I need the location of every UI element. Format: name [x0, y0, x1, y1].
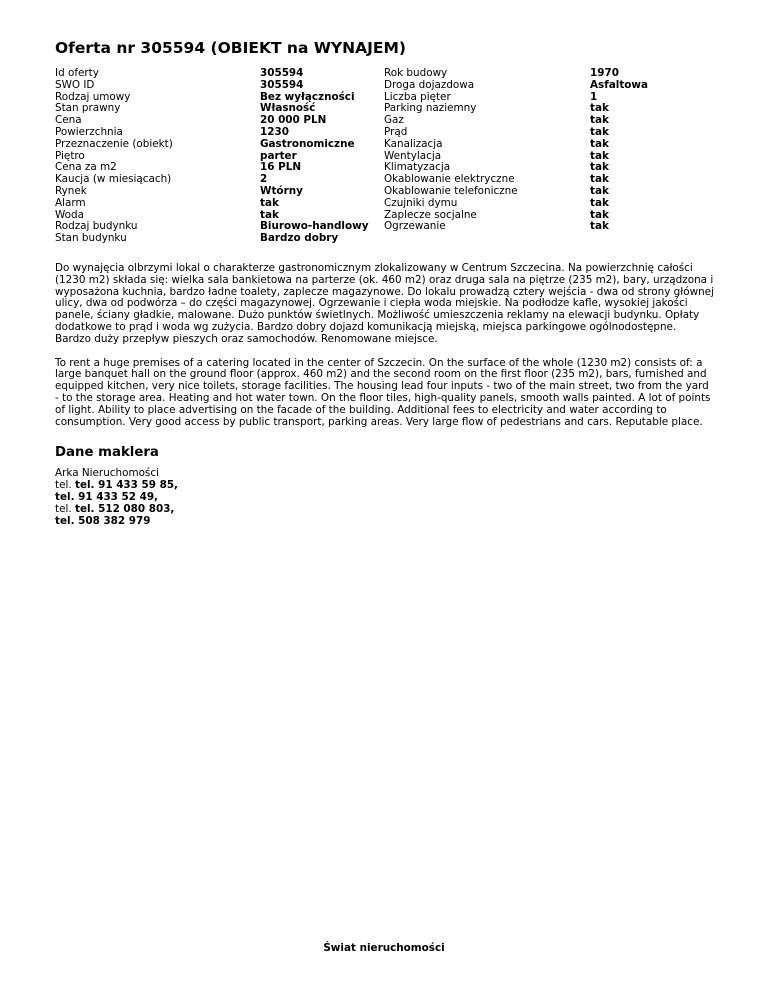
- spec-value: Gastronomiczne: [260, 137, 355, 150]
- spec-value: Własność: [260, 102, 316, 115]
- footer-brand: Świat nieruchomości: [323, 942, 445, 954]
- specs-left-values: [260, 68, 384, 245]
- spec-value: tak: [260, 196, 279, 209]
- spec-value: 20 000 PLN: [260, 114, 327, 127]
- spec-label: Alarm: [55, 196, 86, 209]
- spec-value: tak: [590, 161, 609, 174]
- spec-label: Czujniki dymu: [384, 196, 458, 209]
- phone-line-4: [55, 516, 715, 528]
- spec-value: parter: [260, 149, 297, 162]
- spec-value: Wtórny: [260, 184, 303, 197]
- spec-label: Wentylacja: [384, 149, 442, 162]
- spec-value: tak: [260, 208, 279, 221]
- spec-label: Przeznaczenie (obiekt): [55, 137, 173, 150]
- spec-value: Biurowo-handlowy: [260, 220, 369, 233]
- spec-label: Prąd: [384, 125, 408, 138]
- spec-label: Gaz: [384, 114, 404, 127]
- agent-heading: Dane maklera: [55, 445, 159, 461]
- spec-value: tak: [590, 173, 609, 186]
- spec-value: 305594: [260, 67, 304, 79]
- tel-prefix: tel.: [55, 502, 72, 515]
- specs-left-labels: [55, 68, 260, 245]
- spec-label: Rynek: [55, 184, 87, 197]
- spec-label: Droga dojazdowa: [384, 78, 475, 91]
- spec-value: tak: [590, 220, 609, 233]
- spec-label: Piętro: [55, 149, 85, 162]
- agency-name: Arka Nieruchomości: [55, 467, 159, 480]
- spec-label: Rodzaj umowy: [55, 90, 131, 103]
- spec-value: tak: [590, 102, 609, 115]
- spec-label: Cena: [55, 114, 82, 127]
- spec-value: Bez wyłączności: [260, 90, 355, 103]
- spec-label: Powierzchnia: [55, 125, 123, 138]
- specs-right-labels: [384, 68, 590, 245]
- spec-label: Liczba pięter: [384, 90, 451, 103]
- spec-label: Okablowanie telefoniczne: [384, 184, 518, 197]
- spec-value: 1230: [260, 125, 289, 138]
- spec-label: Ogrzewanie: [384, 220, 446, 233]
- spec-value: 305594: [260, 78, 304, 91]
- phone-number: tel. 508 382 979: [55, 514, 151, 527]
- spec-label: Rodzaj budynku: [55, 220, 138, 233]
- spec-value: 1970: [590, 67, 619, 79]
- offer-content: [55, 38, 715, 527]
- spec-value: tak: [590, 149, 609, 162]
- spec-label: Stan prawny: [55, 102, 121, 115]
- spec-value: 1: [590, 90, 598, 103]
- spec-label: Stan budynku: [55, 232, 127, 245]
- spec-label: SWO ID: [55, 78, 95, 91]
- spec-value: tak: [590, 114, 609, 127]
- spec-value: 16 PLN: [260, 161, 302, 174]
- spec-value: 2: [260, 173, 268, 186]
- spec-label: Parking naziemny: [384, 102, 477, 115]
- phone-number: tel. 91 433 52 49,: [55, 490, 159, 503]
- offer-specs-table: [55, 68, 715, 245]
- phone-line-3: [55, 504, 715, 516]
- spec-value: tak: [590, 208, 609, 221]
- spec-label: Klimatyzacja: [384, 161, 451, 174]
- tel-prefix: tel.: [55, 479, 72, 492]
- spec-label: Kaucja (w miesiącach): [55, 173, 172, 186]
- spec-label: Id oferty: [55, 67, 99, 79]
- spec-label: Okablowanie elektryczne: [384, 173, 515, 186]
- spec-label: Zaplecze socjalne: [384, 208, 477, 221]
- spec-value: Asfaltowa: [590, 78, 649, 91]
- description-polish: Do wynajęcia olbrzymi lokal o charakterze gastronomicznym zlokalizowany w Centrum Szczecina. Na powierzchnię całości (1230 m2) składa się: wielka sala bankietowa na parterze (ok. 460 m2) oraz druga sala na piętrze (235 m2), bary, urządzona i wyposażona kuchnia, bardzo ładne toalety, zaplecze magazynowe. Do lokalu prowadzą cztery wejścia - dwa od strony głównej ulicy, dwa od podwórza – do części magazynowej. Ogrzewanie i ciepła woda miejskie. Na podłodze kafle, wysokiej jakości panele, ściany gładkie, malowane. Dużo punktów świetlnych. Możliwość umieszczenia reklamy na elewacji budynku. Opłaty dodatkowe to prąd i woda wg zużycia. Bardzo dobry dojazd komunikacją miejską, miejsca parkingowe ogólnodostępne. Bardzo duży przepływ pieszych oraz samochodów. Renomowane miejsce.: [55, 261, 714, 345]
- agent-contact: [55, 468, 715, 527]
- spec-value: tak: [590, 137, 609, 150]
- spec-label: Rok budowy: [384, 67, 448, 79]
- spec-value: tak: [590, 125, 609, 138]
- page-title: Oferta nr 305594 (OBIEKT na WYNAJEM): [55, 39, 406, 57]
- spec-label: Kanalizacja: [384, 137, 443, 150]
- specs-right-values: [590, 68, 715, 245]
- spec-value: tak: [590, 196, 609, 209]
- spec-value: Bardzo dobry: [260, 232, 339, 245]
- spec-value: tak: [590, 184, 609, 197]
- phone-number: tel. 512 080 803,: [74, 502, 175, 515]
- spec-label: Cena za m2: [55, 161, 117, 174]
- spec-label: Woda: [55, 208, 84, 221]
- phone-number: tel. 91 433 59 85,: [74, 479, 178, 492]
- description-english: To rent a huge premises of a catering located in the center of Szczecin. On the surface of the whole (1230 m2) consists of: a large banquet hall on the ground floor (approx. 460 m2) and the second room on the first floor (235 m2), bars, furnished and equipped kitchen, very nice toilets, storage facilities. The housing lead four inputs - two of the main street, two from the yard - to the storage area. Heating and hot water town. On the floor tiles, high-quality panels, smooth walls painted. A lot of points of light. Ability to place advertising on the facade of the building. Additional fees to electricity and water according to consumption. Very good access by public transport, parking areas. Very large flow of pedestrians and cars. Reputable place.: [55, 356, 711, 428]
